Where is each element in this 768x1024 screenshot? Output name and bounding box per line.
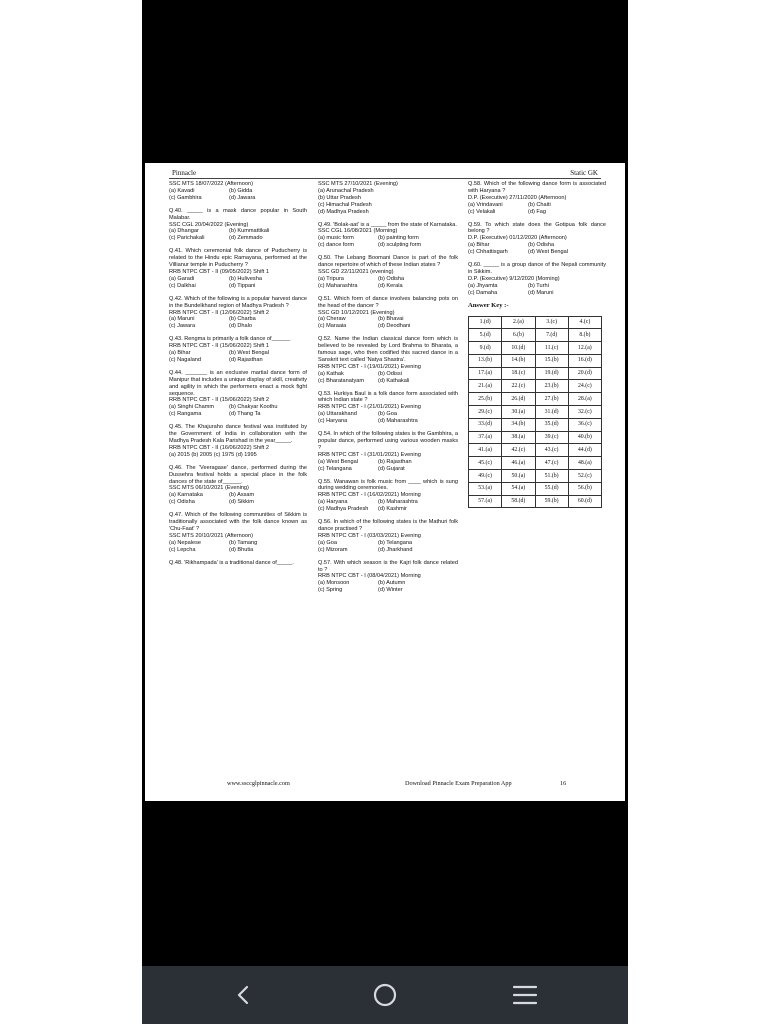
- options-row: [169, 357, 307, 364]
- answer-option: (c) Nagaland: [169, 356, 202, 363]
- question-text: Q.52. Name the Indian classical dance form which is believed to be revealed by Lord Brahma to Bharata, a famous sage, who then codified this sacred dance in a Sanskrit text called 'Natya Shastra'.: [318, 336, 458, 363]
- answer-key-cell: 58.(d): [502, 495, 535, 508]
- question-text: Q.42. Which of the following is a popular harvest dance in the Bundelkhand region of Madhya Pradesh ?: [169, 295, 307, 309]
- answer-option: (c) Maharashtra: [318, 282, 358, 289]
- answer-key-cell: 23.(b): [535, 380, 568, 393]
- question-source: SSC MTS 20/10/2021 (Afternoon): [169, 532, 253, 539]
- question-text: Q.60. _____ is a group dance of the Nepali community in Sikkim.: [468, 262, 606, 275]
- answer-key-row: [469, 495, 602, 508]
- options-row: [169, 404, 307, 411]
- question-source: SSC GD 10/12/2021 (Evening): [318, 309, 395, 316]
- answer-option: (d) Bhutia: [229, 546, 254, 553]
- options-row: [318, 499, 458, 506]
- answer-key-cell: 43.(c): [535, 444, 568, 457]
- answer-option: (c) Dalkhai: [169, 282, 196, 289]
- question-text: Q.53. Hurkiya Baul is a folk dance form associated with which Indian state ?: [318, 390, 458, 404]
- question-text: Q.58. Which of the following dance form is associated with Haryana ?: [468, 181, 606, 194]
- answer-key-row: [469, 380, 602, 393]
- question-block: [169, 465, 307, 506]
- question-block: [318, 560, 458, 595]
- answer-key-cell: 22.(c): [502, 380, 535, 393]
- answer-key-cell: 56.(b): [568, 482, 601, 495]
- answer-key-row: [469, 418, 602, 431]
- system-navigation-bar: [142, 966, 628, 1024]
- question-block: [169, 370, 307, 418]
- answer-option: (a) Karnataka: [169, 492, 203, 499]
- answer-key-cell: 47.(c): [535, 457, 568, 470]
- answer-key-cell: 33.(d): [469, 418, 502, 431]
- options-row: [318, 316, 458, 323]
- answer-key-cell: 32.(c): [568, 406, 601, 419]
- question-block: [468, 222, 606, 257]
- answer-option: (b) Kummattikali: [229, 228, 270, 235]
- options-row: [468, 249, 606, 256]
- answer-option: (a) Bihar: [169, 350, 191, 357]
- question-text: Q.41. Which ceremonial folk dance of Puducherry is related to the Hindu epic Ramayana, performed at the Villianur temple in Puducherry ?: [169, 248, 307, 269]
- answer-key-cell: 18.(c): [502, 367, 535, 380]
- answer-key-row: [469, 367, 602, 380]
- question-source: RRB NTPC CBT - I (19/01/2021) Evening: [318, 363, 421, 370]
- answer-key-row: [469, 431, 602, 444]
- options-row: [169, 452, 307, 459]
- answer-option: (b) Bhavai: [378, 316, 404, 323]
- answer-key-row: [469, 457, 602, 470]
- options-row: [169, 350, 307, 357]
- question-text: Q.56. In which of the following states is the Mathuri folk dance practised ?: [318, 519, 458, 532]
- answer-option: (c) Jawara: [169, 323, 196, 330]
- options-row: [169, 276, 307, 283]
- answer-key-cell: 48.(a): [568, 457, 601, 470]
- answer-option: (a) Kavadi: [169, 187, 195, 194]
- answer-option: (c) Haryana: [318, 418, 348, 425]
- answer-key-cell: 45.(c): [469, 457, 502, 470]
- question-block: [169, 181, 307, 202]
- answer-option: (d) Fag: [528, 208, 547, 215]
- question-text: Q.51. Which form of dance involves balancing pots on the head of the dancer ?: [318, 295, 458, 309]
- answer-key-cell: 12.(a): [568, 342, 601, 355]
- answer-option: (a) Singhi Chamm: [169, 404, 215, 411]
- answer-option: (b) painting form: [378, 235, 419, 242]
- answer-key-cell: 59.(b): [535, 495, 568, 508]
- answer-key-row: [469, 329, 602, 342]
- answer-option: (c) Himachal Pradesh: [318, 201, 372, 208]
- question-text: Q.57. With which season is the Kajri folk dance related to ?: [318, 559, 458, 573]
- answer-key-cell: 54.(a): [502, 482, 535, 495]
- document-page: [145, 163, 625, 801]
- answer-option: (a) Jhyamta: [468, 282, 498, 289]
- answer-option: (d) Sikkim: [229, 499, 254, 506]
- question-block: [318, 222, 458, 250]
- options-row: [318, 587, 458, 594]
- answer-key-cell: 36.(c): [568, 418, 601, 431]
- answer-key-cell: 46.(a): [502, 457, 535, 470]
- answer-key-cell: 51.(b): [535, 470, 568, 483]
- options-row: [468, 202, 606, 209]
- question-source: SSC CGL 20/04/2022 (Evening): [169, 221, 249, 228]
- answer-key-cell: 35.(d): [535, 418, 568, 431]
- answer-key-cell: 7.(d): [535, 329, 568, 342]
- options-row: [318, 540, 458, 547]
- question-source: RRB NTPC CBT - I (21/01/2021) Evening: [318, 404, 421, 411]
- answer-option: (a) Tripura: [318, 275, 344, 282]
- answer-option: (b) Odisha: [528, 242, 555, 249]
- answer-option: (b) Turhi: [528, 282, 549, 289]
- question-text: Q.44. _______ is an exclusive martial dance form of Manipur that includes a unique display of skill, creativity and agility in which the performers enact a mock fight sequence.: [169, 369, 307, 397]
- options-row: [169, 540, 307, 547]
- chevron-left-icon: [233, 984, 255, 1006]
- question-text: Q.48. 'Rikhampada' is a traditional dance of_____.: [169, 559, 294, 566]
- options-row: [318, 580, 458, 587]
- header-subject: Static GK: [570, 169, 598, 177]
- options-row: [169, 188, 307, 195]
- answer-key-cell: 39.(c): [535, 431, 568, 444]
- options-row: [169, 228, 307, 235]
- question-block: [318, 296, 458, 331]
- answer-option: (b) Chakyar Koothu: [229, 404, 278, 411]
- answer-option: (b) Rajasthan: [378, 458, 412, 465]
- answer-option: (b) Goa: [378, 411, 397, 418]
- answer-key-cell: 4.(c): [568, 316, 601, 329]
- answer-option: (c) Madhya Pradesh: [318, 506, 369, 513]
- answer-option: (a) Haryana: [318, 499, 348, 506]
- options-row: [318, 547, 458, 554]
- answer-option: (a) Kathak: [318, 370, 344, 377]
- question-source: RRB NTPC CBT - II (15/06/2022) Shift 1: [169, 343, 269, 350]
- text-column-2: [318, 181, 458, 600]
- options-row: [318, 506, 458, 513]
- recent-apps-icon: [512, 984, 538, 1006]
- question-source: RRB NTPC CBT - I (31/01/2021) Evening: [318, 451, 421, 458]
- answer-option: (d) Tippani: [229, 282, 256, 289]
- options-row: [318, 459, 458, 466]
- answer-key-cell: 38.(a): [502, 431, 535, 444]
- question-source: SSC MTS 06/10/2021 (Evening): [169, 485, 249, 492]
- header-brand: Pinnacle: [172, 169, 197, 177]
- question-block: [318, 519, 458, 554]
- answer-key-cell: 10.(d): [502, 342, 535, 355]
- options-row: [169, 547, 307, 554]
- answer-option: (d) Kathakali: [378, 377, 410, 384]
- answer-key-cell: 44.(d): [568, 444, 601, 457]
- answer-key-cell: 2.(a): [502, 316, 535, 329]
- question-block: [318, 479, 458, 514]
- options-row: [169, 499, 307, 506]
- question-text: Q.47. Which of the following communities of Sikkim is traditionally associated with the folk dance known as 'Chu-Faat' ?: [169, 512, 307, 532]
- answer-key-cell: 57.(a): [469, 495, 502, 508]
- answer-option: (a) Uttarakhand: [318, 411, 357, 418]
- question-block: [169, 424, 307, 459]
- answer-option: (a) Nepalese: [169, 539, 202, 546]
- answer-option: (a) Garadi: [169, 275, 195, 282]
- answer-key-cell: 30.(a): [502, 406, 535, 419]
- question-source: RRB NTPC CBT - II (12/06/2022) Shift 2: [169, 309, 269, 316]
- footer-website: www.ssccglpinnacle.com: [227, 780, 290, 787]
- options-row: [318, 202, 458, 209]
- answer-key-cell: 42.(c): [502, 444, 535, 457]
- answer-option: (b) Assam: [229, 492, 255, 499]
- answer-key-cell: 37.(a): [469, 431, 502, 444]
- options-row: [318, 378, 458, 385]
- answer-key-row: [469, 342, 602, 355]
- answer-option: (a) Cheraw: [318, 316, 346, 323]
- answer-option: (b) Odisha: [378, 275, 405, 282]
- answer-option: (b) Hulivesha: [229, 275, 262, 282]
- answer-key-cell: 21.(a): [469, 380, 502, 393]
- answer-option: (a) West Bengal: [318, 458, 359, 465]
- header-divider: [169, 178, 601, 179]
- answer-key-cell: 60.(d): [568, 495, 601, 508]
- answer-option: (d) Kerala: [378, 282, 403, 289]
- answer-option: (c) Rangama: [169, 411, 202, 418]
- answer-key-cell: 53.(a): [469, 482, 502, 495]
- answer-option: (c) Lepcha: [169, 546, 196, 553]
- answer-key-cell: 15.(b): [535, 354, 568, 367]
- options-row: [318, 188, 458, 195]
- answer-option: (a) Bihar: [468, 242, 490, 249]
- answer-option: (d) Madhya Pradesh: [318, 208, 369, 215]
- options-row: [318, 242, 458, 249]
- answer-option: (d) West Bengal: [528, 249, 569, 256]
- home-circle-icon: [372, 982, 398, 1008]
- back-button[interactable]: [214, 966, 274, 1024]
- answer-option: (c) Parichakali: [169, 235, 205, 242]
- recent-apps-button[interactable]: [495, 966, 555, 1024]
- answer-key-cell: 14.(b): [502, 354, 535, 367]
- question-block: [169, 248, 307, 289]
- answer-option: (a) 2015 (b) 2005 (c) 1975 (d) 1995: [169, 451, 257, 458]
- answer-key-cell: 9.(d): [469, 342, 502, 355]
- answer-key-cell: 34.(b): [502, 418, 535, 431]
- answer-option: (b) Tamang: [229, 539, 258, 546]
- answer-key-cell: 31.(d): [535, 406, 568, 419]
- text-column-3: [468, 181, 606, 508]
- options-row: [318, 418, 458, 425]
- answer-option: (b) Uttar Pradesh: [318, 194, 361, 201]
- options-row: [318, 195, 458, 202]
- answer-option: (a) music form: [318, 235, 354, 242]
- options-row: [468, 242, 606, 249]
- answer-key-cell: 50.(a): [502, 470, 535, 483]
- options-row: [468, 283, 606, 290]
- answer-key-cell: 17.(a): [469, 367, 502, 380]
- footer-app-promo: Download Pinnacle Exam Preparation App: [405, 780, 512, 787]
- question-text: SSC MTS 18/07/2022 (Afternoon): [169, 181, 253, 187]
- answer-option: (d) Maruni: [528, 289, 554, 296]
- answer-key-cell: 11.(c): [535, 342, 568, 355]
- answer-option: (a) Monsoon: [318, 580, 350, 587]
- answer-option: (b) Gidda: [229, 187, 253, 194]
- answer-key-row: [469, 482, 602, 495]
- answer-option: (c) Chhattisgarh: [468, 249, 508, 256]
- answer-option: (d) Dhalo: [229, 323, 253, 330]
- options-row: [318, 283, 458, 290]
- answer-key-cell: 41.(a): [469, 444, 502, 457]
- question-block: [169, 336, 307, 364]
- question-block: [468, 262, 606, 297]
- answer-option: (d) Deodhani: [378, 323, 411, 330]
- question-text: Q.46. The 'Veeragase' dance, performed during the Dussehra festival holds a special place in the folk dances of the state of______.: [169, 464, 307, 485]
- question-source: RRB NTPC CBT - II (16/06/2022) Shift 2: [169, 444, 269, 451]
- answer-key-cell: 24.(c): [568, 380, 601, 393]
- answer-option: (d) Jawara: [229, 194, 256, 201]
- answer-key-row: [469, 393, 602, 406]
- options-row: [318, 276, 458, 283]
- question-source: RRB NTPC CBT - II (09/05/2022) Shift 1: [169, 268, 269, 275]
- answer-key-cell: 55.(d): [535, 482, 568, 495]
- options-row: [318, 371, 458, 378]
- answer-option: (b) Autumn: [378, 580, 406, 587]
- question-block: [318, 181, 458, 216]
- options-row: [169, 235, 307, 242]
- answer-option: (a) Goa: [318, 539, 337, 546]
- answer-option: (c) Spring: [318, 587, 343, 594]
- answer-key-row: [469, 316, 602, 329]
- question-source: RRB NTPC CBT - I (16/02/2021) Morning: [318, 492, 421, 499]
- answer-key-cell: 25.(b): [469, 393, 502, 406]
- question-source: D.P. (Executive) 9/12/2020 (Morning): [468, 275, 560, 282]
- question-block: [169, 512, 307, 553]
- page-number: 16: [560, 780, 567, 787]
- answer-key-cell: 27.(b): [535, 393, 568, 406]
- answer-option: (d) Zemmado: [229, 235, 263, 242]
- answer-option: (b) Odissi: [378, 370, 402, 377]
- question-block: [468, 181, 606, 216]
- options-row: [169, 316, 307, 323]
- question-text: Q.59. To which state does the Gotipua folk dance belong ?: [468, 221, 606, 235]
- question-source: RRB NTPC CBT - I (03/03/2021) Evening: [318, 532, 421, 539]
- answer-option: (d) Kashmir: [378, 506, 407, 513]
- answer-key-cell: 19.(d): [535, 367, 568, 380]
- question-block: [318, 255, 458, 290]
- answer-key-cell: 28.(a): [568, 393, 601, 406]
- answer-key-title: Answer Key :-: [468, 301, 509, 309]
- answer-option: (d) Thang Ta: [229, 411, 261, 418]
- answer-key-row: [469, 354, 602, 367]
- answer-key-table: [468, 316, 602, 509]
- answer-option: (b) Chaiti: [528, 201, 551, 208]
- answer-option: (a) Dhangar: [169, 228, 199, 235]
- question-block: [169, 208, 307, 243]
- question-text: Q.54. In which of the following states is the Gambhira, a popular dance, performed using various wooden masks ?: [318, 431, 458, 451]
- answer-option: (c) Telangana: [318, 465, 352, 472]
- answer-option: (c) Velakali: [468, 208, 496, 215]
- options-row: [169, 283, 307, 290]
- answer-option: (c) Damaha: [468, 289, 498, 296]
- answer-option: (d) Gujarat: [378, 465, 405, 472]
- answer-option: (b) Charba: [229, 316, 256, 323]
- answer-key-cell: 52.(c): [568, 470, 601, 483]
- question-source: RRB NTPC CBT - I (08/04/2021) Morning: [318, 573, 421, 580]
- answer-key-cell: 20.(d): [568, 367, 601, 380]
- options-row: [169, 411, 307, 418]
- answer-option: (a) Maruni: [169, 316, 195, 323]
- question-text: Q.50. The Lebang Boomani Dance is part of the folk dance repertoire of which of these Indian states ?: [318, 255, 458, 269]
- answer-option: (a) Vrindavani: [468, 201, 503, 208]
- answer-key-row: [469, 470, 602, 483]
- question-block: [318, 391, 458, 426]
- answer-key-cell: 6.(b): [502, 329, 535, 342]
- answer-key-row: [469, 406, 602, 419]
- question-text: Q.40. _____ is a mask dance popular in South Malabar.: [169, 207, 307, 221]
- answer-key-cell: 40.(b): [568, 431, 601, 444]
- answer-key-cell: 16.(d): [568, 354, 601, 367]
- answer-option: (c) dance form: [318, 242, 355, 249]
- answer-key-cell: 29.(c): [469, 406, 502, 419]
- answer-key-cell: 49.(c): [469, 470, 502, 483]
- answer-option: (d) Winter: [378, 587, 403, 594]
- options-row: [169, 195, 307, 202]
- question-block: [169, 296, 307, 331]
- question-source: SSC CGL 16/08/2021 (Morning): [318, 228, 398, 235]
- answer-option: (c) Odisha: [169, 499, 195, 506]
- answer-option: (c) Bharatanatyam: [318, 377, 365, 384]
- question-source: D.P. (Executive) 01/12/2020 (Afternoon): [468, 235, 567, 242]
- question-text: SSC MTS 27/10/2021 (Evening): [318, 181, 398, 187]
- question-block: [318, 431, 458, 472]
- question-source: SSC GD 22/11/2021 (evening): [318, 268, 394, 275]
- text-column-1: [169, 181, 307, 573]
- answer-option: (b) West Bengal: [229, 350, 270, 357]
- question-block: [318, 336, 458, 384]
- answer-option: (a) Arunachal Pradesh: [318, 187, 374, 194]
- answer-option: (c) Gambhira: [169, 194, 202, 201]
- answer-option: (b) Maharashtra: [378, 499, 418, 506]
- answer-option: (c) Maraaia: [318, 323, 347, 330]
- answer-option: (b) Telangana: [378, 539, 413, 546]
- question-text: Q.43. Rengma is primarily a folk dance of______: [169, 336, 291, 343]
- options-row: [169, 323, 307, 330]
- answer-key-cell: 13.(b): [469, 354, 502, 367]
- answer-key-cell: 5.(d): [469, 329, 502, 342]
- answer-option: (d) sculpting form: [378, 242, 422, 249]
- home-button[interactable]: [355, 966, 415, 1024]
- options-row: [318, 466, 458, 473]
- answer-option: (d) Maharashtra: [378, 418, 418, 425]
- question-text: Q.55. Wanawan is folk music from ____ which is sung during wedding ceremonies.: [318, 478, 458, 492]
- options-row: [318, 235, 458, 242]
- options-row: [318, 411, 458, 418]
- question-source: D.P. (Executive) 27/11/2020 (Afternoon): [468, 194, 567, 201]
- options-row: [468, 209, 606, 216]
- question-block: [169, 560, 307, 567]
- question-source: RRB NTPC CBT - II (15/06/2022) Shift 2: [169, 397, 269, 404]
- options-row: [318, 209, 458, 216]
- answer-option: (d) Rajasthan: [229, 356, 263, 363]
- question-text: Q.49. 'Bolak-aat' is a _____ from the state of Karnataka.: [318, 221, 457, 228]
- answer-option: (c) Mizoram: [318, 546, 348, 553]
- answer-option: (d) Jharkhand: [378, 546, 413, 553]
- options-row: [169, 492, 307, 499]
- answer-key-cell: 8.(b): [568, 329, 601, 342]
- answer-key-row: [469, 444, 602, 457]
- options-row: [318, 323, 458, 330]
- answer-key-cell: 1.(d): [469, 316, 502, 329]
- question-text: Q.45. The Khajuraho dance festival was instituted by the Government of India in collaboration with the Madhya Pradesh Kala Parishad in the year_____.: [169, 424, 307, 444]
- options-row: [468, 290, 606, 297]
- answer-key-cell: 3.(c): [535, 316, 568, 329]
- answer-key-cell: 26.(d): [502, 393, 535, 406]
